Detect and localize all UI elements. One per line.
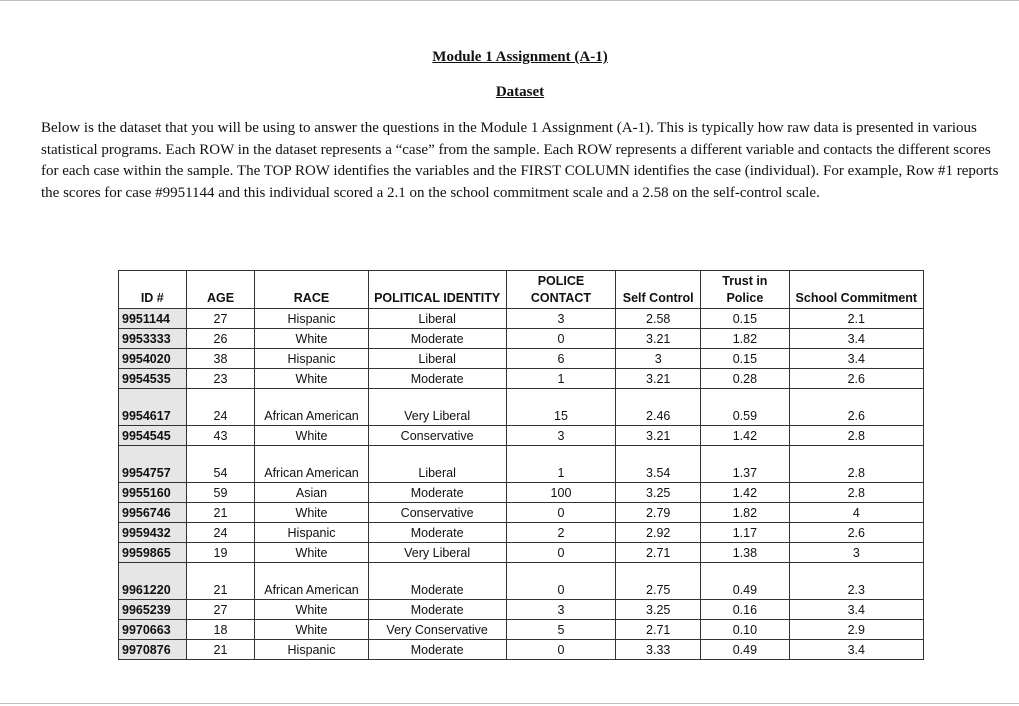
cell-self-control: 3.21 bbox=[616, 369, 701, 389]
header-school-commitment: School Commitment bbox=[789, 271, 923, 309]
table-body bbox=[119, 309, 924, 660]
table-row bbox=[119, 543, 924, 563]
cell-age: 21 bbox=[186, 640, 255, 660]
cell-political-identity: Very Conservative bbox=[368, 620, 506, 640]
header-trust-in-police: Trust in Police bbox=[701, 271, 790, 309]
cell-political-identity: Very Liberal bbox=[368, 543, 506, 563]
cell-school-commitment: 2.8 bbox=[789, 426, 923, 446]
top-page-rule bbox=[0, 0, 1019, 1]
cell-political-identity: Moderate bbox=[368, 523, 506, 543]
cell-school-commitment: 2.6 bbox=[789, 523, 923, 543]
cell-race: White bbox=[255, 543, 368, 563]
cell-self-control: 2.79 bbox=[616, 503, 701, 523]
cell-political-identity: Very Liberal bbox=[368, 389, 506, 426]
cell-id: 9959432 bbox=[119, 523, 187, 543]
cell-race: Hispanic bbox=[255, 523, 368, 543]
cell-self-control: 2.58 bbox=[616, 309, 701, 329]
cell-self-control: 2.71 bbox=[616, 620, 701, 640]
header-race: RACE bbox=[255, 271, 368, 309]
cell-age: 43 bbox=[186, 426, 255, 446]
table-row bbox=[119, 349, 924, 369]
table-row bbox=[119, 503, 924, 523]
cell-school-commitment: 3.4 bbox=[789, 640, 923, 660]
cell-trust-in-police: 0.15 bbox=[701, 309, 790, 329]
cell-trust-in-police: 1.37 bbox=[701, 446, 790, 483]
cell-political-identity: Moderate bbox=[368, 483, 506, 503]
cell-race: White bbox=[255, 600, 368, 620]
cell-trust-in-police: 1.17 bbox=[701, 523, 790, 543]
table-row bbox=[119, 309, 924, 329]
header-self-control: Self Control bbox=[616, 271, 701, 309]
table-row bbox=[119, 369, 924, 389]
cell-trust-in-police: 1.42 bbox=[701, 426, 790, 446]
cell-school-commitment: 4 bbox=[789, 503, 923, 523]
cell-political-identity: Moderate bbox=[368, 369, 506, 389]
cell-police-contact: 2 bbox=[506, 523, 616, 543]
cell-trust-in-police: 0.28 bbox=[701, 369, 790, 389]
cell-school-commitment: 3 bbox=[789, 543, 923, 563]
header-id: ID # bbox=[119, 271, 187, 309]
intro-paragraph: Below is the dataset that you will be using to answer the questions in the Module 1 Assignment (A-1). This is typically how raw data is presented in various statistical programs. Each ROW in the dataset represents a “case” from the sample. Each ROW represents a different variable and contacts the different scores for each case within the sample. The TOP ROW identifies the variables and the FIRST COLUMN identifies the case (individual). For example, Row #1 reports the scores for case #9951144 and this individual scored a 2.1 on the school commitment scale and a 2.58 on the self-control scale. bbox=[41, 120, 999, 201]
cell-political-identity: Moderate bbox=[368, 640, 506, 660]
cell-id: 9970663 bbox=[119, 620, 187, 640]
cell-police-contact: 0 bbox=[506, 640, 616, 660]
cell-id: 9954535 bbox=[119, 369, 187, 389]
cell-id: 9953333 bbox=[119, 329, 187, 349]
cell-self-control: 3.54 bbox=[616, 446, 701, 483]
table-row bbox=[119, 389, 924, 426]
cell-age: 24 bbox=[186, 389, 255, 426]
cell-age: 38 bbox=[186, 349, 255, 369]
cell-age: 27 bbox=[186, 309, 255, 329]
cell-race: Asian bbox=[255, 483, 368, 503]
cell-political-identity: Moderate bbox=[368, 329, 506, 349]
header-row bbox=[119, 271, 924, 309]
cell-race: White bbox=[255, 620, 368, 640]
table-row bbox=[119, 620, 924, 640]
cell-political-identity: Moderate bbox=[368, 600, 506, 620]
cell-political-identity: Conservative bbox=[368, 503, 506, 523]
cell-school-commitment: 2.8 bbox=[789, 483, 923, 503]
cell-school-commitment: 3.4 bbox=[789, 349, 923, 369]
cell-police-contact: 15 bbox=[506, 389, 616, 426]
cell-age: 19 bbox=[186, 543, 255, 563]
cell-self-control: 3.25 bbox=[616, 600, 701, 620]
cell-age: 54 bbox=[186, 446, 255, 483]
cell-race: Hispanic bbox=[255, 640, 368, 660]
cell-political-identity: Moderate bbox=[368, 563, 506, 600]
cell-id: 9965239 bbox=[119, 600, 187, 620]
cell-self-control: 3.21 bbox=[616, 426, 701, 446]
cell-age: 18 bbox=[186, 620, 255, 640]
table-row bbox=[119, 563, 924, 600]
cell-id: 9951144 bbox=[119, 309, 187, 329]
cell-political-identity: Liberal bbox=[368, 446, 506, 483]
cell-school-commitment: 2.9 bbox=[789, 620, 923, 640]
cell-self-control: 3.21 bbox=[616, 329, 701, 349]
cell-race: Hispanic bbox=[255, 309, 368, 329]
cell-police-contact: 0 bbox=[506, 563, 616, 600]
cell-school-commitment: 2.8 bbox=[789, 446, 923, 483]
cell-id: 9954545 bbox=[119, 426, 187, 446]
cell-self-control: 3.25 bbox=[616, 483, 701, 503]
cell-id: 9955160 bbox=[119, 483, 187, 503]
cell-police-contact: 0 bbox=[506, 503, 616, 523]
cell-police-contact: 1 bbox=[506, 369, 616, 389]
cell-trust-in-police: 1.82 bbox=[701, 329, 790, 349]
table-row bbox=[119, 426, 924, 446]
cell-school-commitment: 3.4 bbox=[789, 329, 923, 349]
cell-race: White bbox=[255, 426, 368, 446]
header-police-contact: POLICE CONTACT bbox=[506, 271, 616, 309]
cell-police-contact: 3 bbox=[506, 600, 616, 620]
bottom-page-rule bbox=[0, 703, 1019, 704]
cell-id: 9961220 bbox=[119, 563, 187, 600]
table-row bbox=[119, 523, 924, 543]
cell-age: 23 bbox=[186, 369, 255, 389]
cell-police-contact: 1 bbox=[506, 446, 616, 483]
cell-self-control: 3.33 bbox=[616, 640, 701, 660]
cell-age: 26 bbox=[186, 329, 255, 349]
cell-age: 27 bbox=[186, 600, 255, 620]
cell-school-commitment: 2.1 bbox=[789, 309, 923, 329]
dataset-table bbox=[118, 270, 924, 660]
cell-race: African American bbox=[255, 563, 368, 600]
cell-trust-in-police: 0.59 bbox=[701, 389, 790, 426]
cell-trust-in-police: 0.10 bbox=[701, 620, 790, 640]
header-political-identity: POLITICAL IDENTITY bbox=[368, 271, 506, 309]
cell-id: 9959865 bbox=[119, 543, 187, 563]
table-row bbox=[119, 483, 924, 503]
cell-trust-in-police: 1.38 bbox=[701, 543, 790, 563]
table-row bbox=[119, 640, 924, 660]
cell-trust-in-police: 0.49 bbox=[701, 563, 790, 600]
cell-race: White bbox=[255, 329, 368, 349]
cell-trust-in-police: 0.49 bbox=[701, 640, 790, 660]
cell-police-contact: 3 bbox=[506, 426, 616, 446]
cell-self-control: 3 bbox=[616, 349, 701, 369]
cell-police-contact: 6 bbox=[506, 349, 616, 369]
cell-political-identity: Conservative bbox=[368, 426, 506, 446]
cell-race: White bbox=[255, 369, 368, 389]
cell-race: African American bbox=[255, 446, 368, 483]
cell-id: 9954757 bbox=[119, 446, 187, 483]
cell-trust-in-police: 0.16 bbox=[701, 600, 790, 620]
cell-political-identity: Liberal bbox=[368, 309, 506, 329]
cell-school-commitment: 2.6 bbox=[789, 369, 923, 389]
cell-id: 9970876 bbox=[119, 640, 187, 660]
cell-id: 9954020 bbox=[119, 349, 187, 369]
document-title: Module 1 Assignment (A-1) bbox=[432, 49, 608, 65]
cell-age: 21 bbox=[186, 563, 255, 600]
cell-race: White bbox=[255, 503, 368, 523]
table-row bbox=[119, 329, 924, 349]
table-row bbox=[119, 600, 924, 620]
cell-school-commitment: 2.3 bbox=[789, 563, 923, 600]
header-age: AGE bbox=[186, 271, 255, 309]
cell-political-identity: Liberal bbox=[368, 349, 506, 369]
cell-trust-in-police: 1.82 bbox=[701, 503, 790, 523]
cell-self-control: 2.46 bbox=[616, 389, 701, 426]
document-subtitle: Dataset bbox=[495, 84, 545, 100]
cell-race: African American bbox=[255, 389, 368, 426]
cell-trust-in-police: 1.42 bbox=[701, 483, 790, 503]
cell-school-commitment: 3.4 bbox=[789, 600, 923, 620]
cell-age: 24 bbox=[186, 523, 255, 543]
table-row bbox=[119, 446, 924, 483]
cell-police-contact: 100 bbox=[506, 483, 616, 503]
table-header bbox=[119, 271, 924, 309]
cell-police-contact: 0 bbox=[506, 543, 616, 563]
cell-age: 21 bbox=[186, 503, 255, 523]
cell-id: 9954617 bbox=[119, 389, 187, 426]
cell-self-control: 2.71 bbox=[616, 543, 701, 563]
cell-police-contact: 3 bbox=[506, 309, 616, 329]
cell-age: 59 bbox=[186, 483, 255, 503]
cell-police-contact: 0 bbox=[506, 329, 616, 349]
cell-school-commitment: 2.6 bbox=[789, 389, 923, 426]
cell-id: 9956746 bbox=[119, 503, 187, 523]
cell-trust-in-police: 0.15 bbox=[701, 349, 790, 369]
cell-self-control: 2.92 bbox=[616, 523, 701, 543]
cell-race: Hispanic bbox=[255, 349, 368, 369]
cell-self-control: 2.75 bbox=[616, 563, 701, 600]
cell-police-contact: 5 bbox=[506, 620, 616, 640]
